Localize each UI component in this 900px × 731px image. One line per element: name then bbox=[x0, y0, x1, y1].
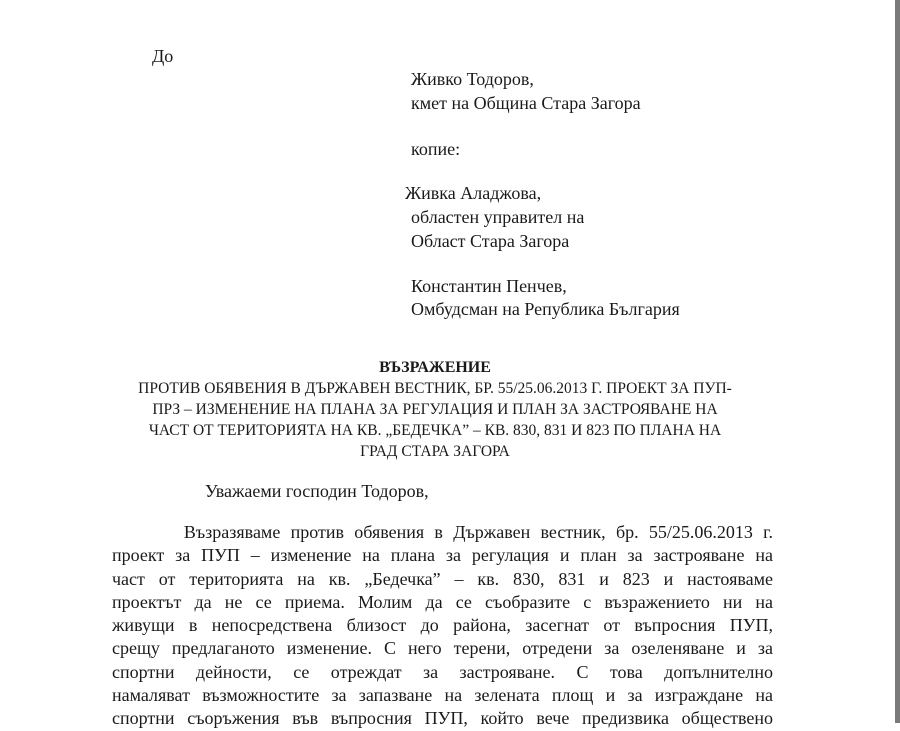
subtitle-line: ПРОТИВ ОБЯВЕНИЯ В ДЪРЖАВЕН ВЕСТНИК, БР. 55/25.06.2013 Г. ПРОЕКТ ЗА ПУП- bbox=[138, 380, 732, 397]
page-edge bbox=[895, 0, 900, 723]
document-subtitle bbox=[0, 378, 870, 462]
body-paragraph bbox=[112, 521, 773, 731]
body-line: срещу предлаганото изменение. С него терени, отредени за озеленяване и за bbox=[112, 638, 773, 659]
recipient-position: кмет на Община Стара Загора bbox=[411, 93, 641, 113]
copy2-position: Омбудсман на Република България bbox=[411, 299, 680, 319]
copy1-name: Живка Аладжова, bbox=[405, 183, 542, 203]
subtitle-line: ЧАСТ ОТ ТЕРИТОРИЯТА НА КВ. „БЕДЕЧКА” – КВ. 830, 831 И 823 ПО ПЛАНА НА bbox=[148, 422, 722, 439]
body-line: проектът да не се приема. Молим да се съобразите с възражението ни на bbox=[112, 591, 773, 612]
body-line: Възразяваме против обявения в Държавен вестник, бр. 55/25.06.2013 г. bbox=[112, 522, 773, 542]
subtitle-line: ПРЗ – ИЗМЕНЕНИЕ НА ПЛАНА ЗА РЕГУЛАЦИЯ И ПЛАН ЗА ЗАСТРОЯВАНЕ НА bbox=[152, 401, 718, 418]
body-line: проект за ПУП – изменение на плана за регулация и план за застрояване на bbox=[112, 545, 773, 566]
copies-label: копие: bbox=[411, 139, 461, 159]
subtitle-line: ГРАД СТАРА ЗАГОРА bbox=[360, 443, 510, 460]
body-line: спортни дейности, се отреждат за застрояване. С това допълнително bbox=[112, 661, 773, 682]
copy2-name: Константин Пенчев, bbox=[411, 276, 567, 296]
copy1-position-line1: областен управител на bbox=[411, 207, 585, 227]
salutation: Уважаеми господин Тодоров, bbox=[205, 481, 429, 501]
copy1-position-line2: Област Стара Загора bbox=[411, 231, 570, 251]
to-label: До bbox=[152, 46, 174, 66]
body-line: живущи в непосредствена близост до района, засегнат от въпросния ПУП, bbox=[112, 615, 773, 636]
body-line: част от територията на кв. „Бедечка” – кв. 830, 831 и 823 и настояваме bbox=[112, 568, 773, 589]
body-line: спортни съоръжения във въпросния ПУП, който вече предизвика обществено bbox=[112, 708, 773, 729]
body-line: намаляват възможностите за запазване на зелената площ и за изграждане на bbox=[112, 685, 773, 706]
recipient-name: Живко Тодоров, bbox=[411, 69, 534, 89]
document-title: ВЪЗРАЖЕНИЕ bbox=[379, 359, 491, 376]
